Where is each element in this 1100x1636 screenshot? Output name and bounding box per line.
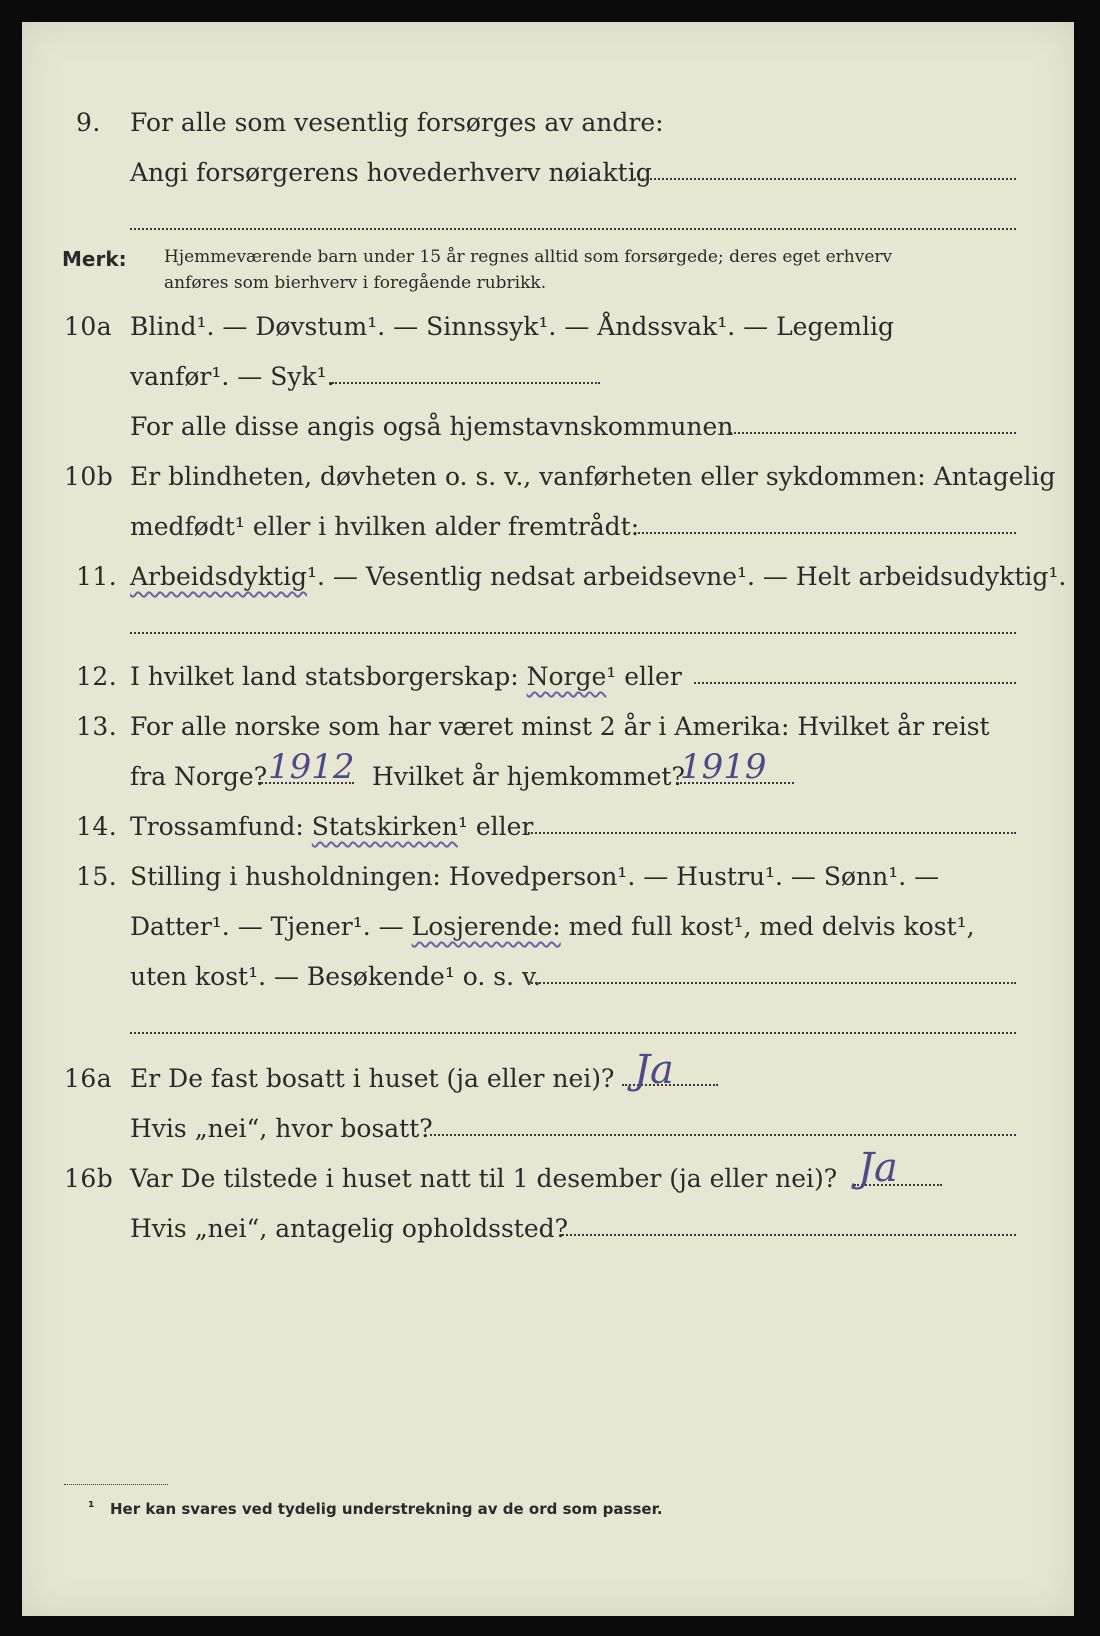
q13-answer-departure-year: 1912 [268, 747, 355, 787]
q11-answer-line[interactable] [130, 632, 1016, 634]
q9-number: 9. [76, 108, 101, 137]
q13-number: 13. [76, 712, 118, 741]
merk-line2: anføres som bierhverv i foregående rubrikk. [164, 273, 547, 293]
q10a-kommune-line[interactable] [730, 432, 1016, 434]
q9-answer-line-2[interactable] [130, 228, 1016, 230]
q13-answer-return-year: 1919 [680, 747, 767, 787]
q13-line1: For alle norske som har været minst 2 år i Amerika: Hvilket år reist [130, 712, 990, 741]
q16a-line1: Er De fast bosatt i huset (ja eller nei)? [130, 1064, 615, 1093]
q15-answer-line-2[interactable] [130, 1032, 1016, 1034]
q15-pre: Datter¹. — Tjener¹. — [130, 912, 404, 941]
q16b-line1: Var De tilstede i huset natt til 1 desember (ja eller nei)? [130, 1164, 838, 1193]
q14-option-statskirken[interactable]: Statskirken [311, 812, 458, 841]
q10a-line1: Blind¹. — Døvstum¹. — Sinnssyk¹. — Åndssvak¹. — Legemlig [130, 312, 894, 341]
merk-label: Merk: [62, 247, 127, 271]
q11-rest: ¹. — Vesentlig nedsat arbeidsevne¹. — Helt arbeidsudyktig¹. [306, 562, 1067, 591]
q12-prompt: I hvilket land statsborgerskap: [130, 662, 519, 691]
q16b-line2: Hvis „nei“, antagelig opholdssted? [130, 1214, 569, 1243]
q15-line3: uten kost¹. — Besøkende¹ o. s. v. [130, 962, 542, 991]
q12-answer-line[interactable] [694, 682, 1016, 684]
q10b-answer-line[interactable] [638, 532, 1016, 534]
q16b-answer: Ja [858, 1145, 898, 1191]
q14-prompt: Trossamfund: [130, 812, 304, 841]
q13-mid: Hvilket år hjemkommet? [372, 762, 685, 791]
q14-answer-line[interactable] [528, 832, 1016, 834]
q10b-line2: medfødt¹ eller i hvilken alder fremtrådt: [130, 512, 640, 541]
q12-option-norge[interactable]: Norge [526, 662, 607, 691]
q12-number: 12. [76, 662, 118, 691]
q10a-number: 10a [64, 312, 113, 341]
q10b-number: 10b [64, 462, 114, 491]
q10a-line2: vanfør¹. — Syk¹. [130, 362, 335, 391]
q15-line1: Stilling i husholdningen: Hovedperson¹. — Hustru¹. — Sønn¹. — [130, 862, 940, 891]
q16a-answer: Ja [634, 1047, 674, 1093]
q15-post: med full kost¹, med delvis kost¹, [568, 912, 975, 941]
footnote-divider [64, 1484, 168, 1485]
q15-line2 [130, 912, 975, 942]
q9-line1: For alle som vesentlig forsørges av andre: [130, 108, 664, 137]
q12-post: ¹ eller [606, 662, 682, 691]
q16a-residence-line[interactable] [430, 1134, 1016, 1136]
census-form-page [22, 22, 1074, 1616]
q13-pre: fra Norge? [130, 762, 268, 791]
merk-line1: Hjemmeværende barn under 15 år regnes alltid som forsørgede; deres eget erhverv [164, 247, 893, 267]
q10b-line1: Er blindheten, døvheten o. s. v., vanførheten eller sykdommen: Antagelig [130, 462, 1056, 491]
q11-number: 11. [76, 562, 118, 591]
footnote-text: Her kan svares ved tydelig understrekning av de ord som passer. [110, 1500, 663, 1518]
q11-text [130, 562, 1066, 592]
q15-option-losjerende[interactable]: Losjerende: [411, 912, 561, 941]
q16b-number: 16b [64, 1164, 114, 1193]
q15-answer-line[interactable] [528, 982, 1016, 984]
footnote-mark: ¹ [88, 1498, 95, 1516]
q14-number: 14. [76, 812, 118, 841]
q9-line2: Angi forsørgerens hovederhverv nøiaktig [130, 158, 652, 187]
q9-answer-line[interactable] [634, 178, 1016, 180]
q14-post: ¹ eller [457, 812, 534, 841]
q16a-number: 16a [64, 1064, 113, 1093]
q11-option-arbeidsdyktig[interactable]: Arbeidsdyktig [130, 562, 307, 591]
q10a-answer-line[interactable] [332, 382, 600, 384]
q10a-line3: For alle disse angis også hjemstavnskommunen [130, 412, 734, 441]
q12-text [130, 662, 682, 692]
q16a-line2: Hvis „nei“, hvor bosatt? [130, 1114, 433, 1143]
q15-number: 15. [76, 862, 118, 891]
q16b-whereabouts-line[interactable] [562, 1234, 1016, 1236]
q14-text [130, 812, 533, 842]
